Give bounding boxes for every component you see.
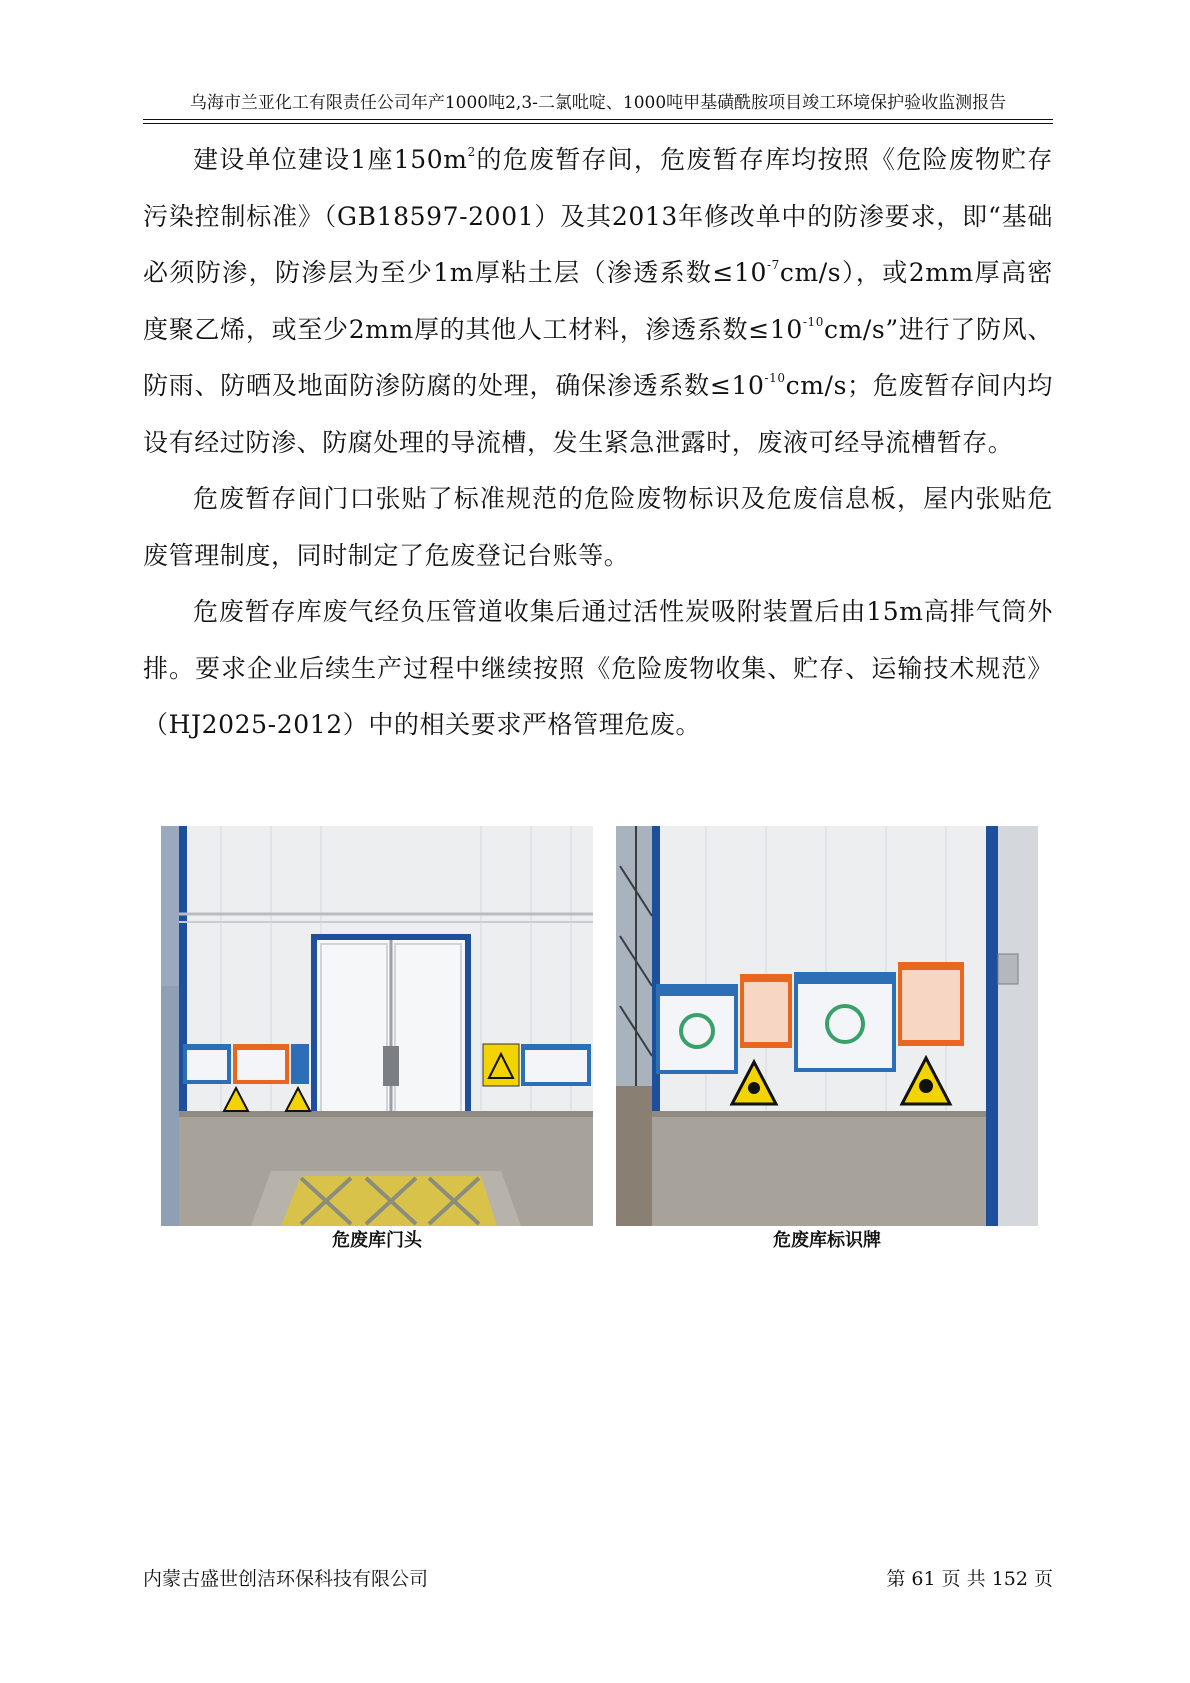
warehouse-door-illustration (161, 826, 593, 1226)
header-rule (143, 119, 1053, 120)
p1-text-c: cm/s），或2mm厚高密度聚乙烯，或至少2mm厚的其他人工材料，渗透系数≤10 (143, 258, 1053, 344)
paragraph-2: 危废暂存间门口张贴了标准规范的危险废物标识及危废信息板，屋内张贴危废管理制度，同时制定了危废登记台账等。 (143, 484, 1053, 570)
warehouse-signage-illustration (616, 826, 1038, 1226)
photo-warehouse-door (161, 826, 593, 1226)
p1-superscript-a: 2 (467, 145, 476, 159)
paragraph-3: 危废暂存库废气经负压管道收集后通过活性炭吸附装置后由15m高排气筒外排。要求企业后续生产过程中继续按照《危险废物收集、贮存、运输技术规范》（HJ2025-2012）中的相关要求严格管理危废。 (143, 597, 1053, 739)
paragraph-1 (143, 132, 1053, 471)
p1-superscript-c: -10 (802, 314, 824, 329)
p1-text-a: 建设单位建设1座150m (193, 145, 468, 174)
caption-warehouse-signage: 危废库标识牌 (773, 1230, 881, 1251)
caption-warehouse-door: 危废库门头 (332, 1230, 422, 1251)
header-rule-thin (143, 123, 1053, 124)
p1-text-b: 的危废暂存间，危废暂存库均按照《危险废物贮存污染控制标准》（GB18597-2001）及其2013年修改单中的防渗要求，即“基础必须防渗，防渗层为至少1m厚粘土层（渗透系数≤10 (143, 145, 1054, 287)
photo-warehouse-signage (616, 826, 1038, 1226)
footer-page-number: 第 61 页 共 152 页 (886, 1568, 1053, 1590)
p1-superscript-d: -10 (764, 371, 786, 385)
p1-text-e: cm/s；危废暂存间内均设有经过防渗、防腐处理的导流槽，发生紧急泄露时，废液可经导流槽暂存。 (143, 371, 1053, 457)
p1-text-d: cm/s”进行了防风、防雨、防晒及地面防渗防腐的处理，确保渗透系数≤10 (143, 314, 1054, 400)
p1-superscript-b: -7 (766, 258, 780, 272)
footer-company: 内蒙古盛世创洁环保科技有限公司 (143, 1568, 429, 1590)
page-header: 乌海市兰亚化工有限责任公司年产1000吨2,3-二氯吡啶、1000吨甲基磺酰胺项目竣工环境保护验收监测报告 (189, 93, 1007, 113)
body-text (143, 132, 1053, 754)
